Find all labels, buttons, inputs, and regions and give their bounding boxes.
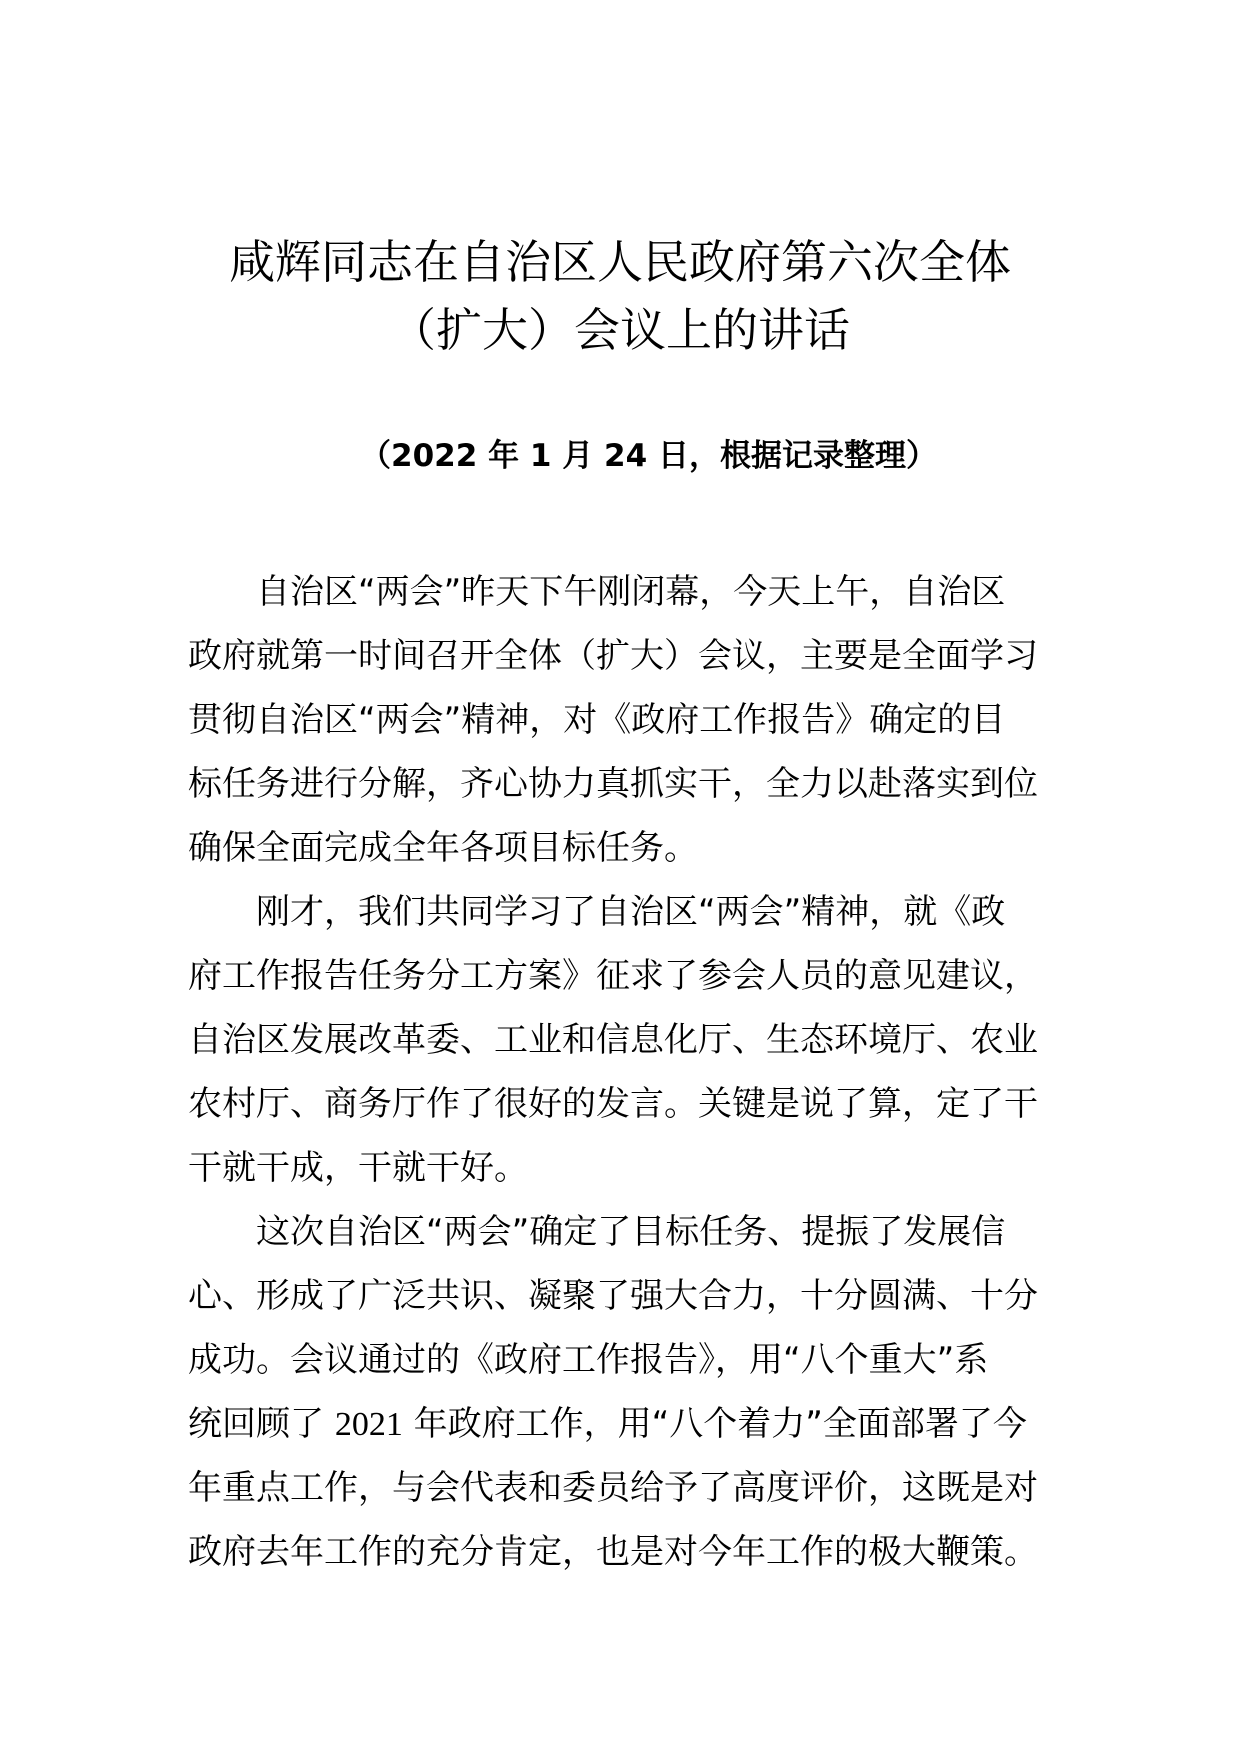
paragraph-2-line-1: 刚才，我们共同学习了自治区“两会”精神，就《政	[256, 892, 1006, 932]
paragraph-2-line-2: 府工作报告任务分工方案》征求了参会人员的意见建议，	[188, 956, 1038, 996]
paragraph-1-line-1: 自治区“两会”昨天下午刚闭幕，今天上午，自治区	[256, 572, 1006, 612]
paragraph-3-line-5: 年重点工作，与会代表和委员给予了高度评价，这既是对	[188, 1468, 1038, 1508]
paragraph-3-line-4	[188, 1392, 1068, 1457]
paragraph-3-line-6: 政府去年工作的充分肯定，也是对今年工作的极大鞭策。	[188, 1532, 1038, 1572]
paragraph-1-line-5: 确保全面完成全年各项目标任务。	[188, 828, 698, 868]
paragraph-3-line-4-part-1: 统回顾了	[188, 1404, 324, 1444]
paragraph-2-line-3: 自治区发展改革委、工业和信息化厅、生态环境厅、农业	[188, 1020, 1038, 1060]
document-subtitle: （2022 年 1 月 24 日，根据记录整理）	[360, 438, 937, 474]
paragraph-3-line-1: 这次自治区“两会”确定了目标任务、提振了发展信	[256, 1212, 1006, 1252]
paragraph-1-line-4: 标任务进行分解，齐心协力真抓实干，全力以赴落实到位	[188, 764, 1038, 804]
paragraph-3-line-3: 成功。会议通过的《政府工作报告》，用“八个重大”系	[188, 1340, 989, 1380]
paragraph-1-line-3: 贯彻自治区“两会”精神，对《政府工作报告》确定的目	[188, 700, 1006, 740]
paragraph-3-line-2: 心、形成了广泛共识、凝聚了强大合力，十分圆满、十分	[188, 1276, 1038, 1316]
year-number: 2021	[334, 1406, 403, 1443]
paragraph-1-line-2: 政府就第一时间召开全体（扩大）会议，主要是全面学习	[188, 636, 1038, 676]
paragraph-3-line-4-part-2: 年政府工作，用“八个着力”全面部署了今	[413, 1404, 1027, 1444]
document-title-line-2: （扩大）会议上的讲话	[390, 303, 850, 357]
paragraph-2-line-4: 农村厅、商务厅作了很好的发言。关键是说了算，定了干	[188, 1084, 1038, 1124]
document-title-line-1: 咸辉同志在自治区人民政府第六次全体	[229, 235, 1011, 289]
paragraph-2-line-5: 干就干成，干就干好。	[188, 1148, 528, 1188]
